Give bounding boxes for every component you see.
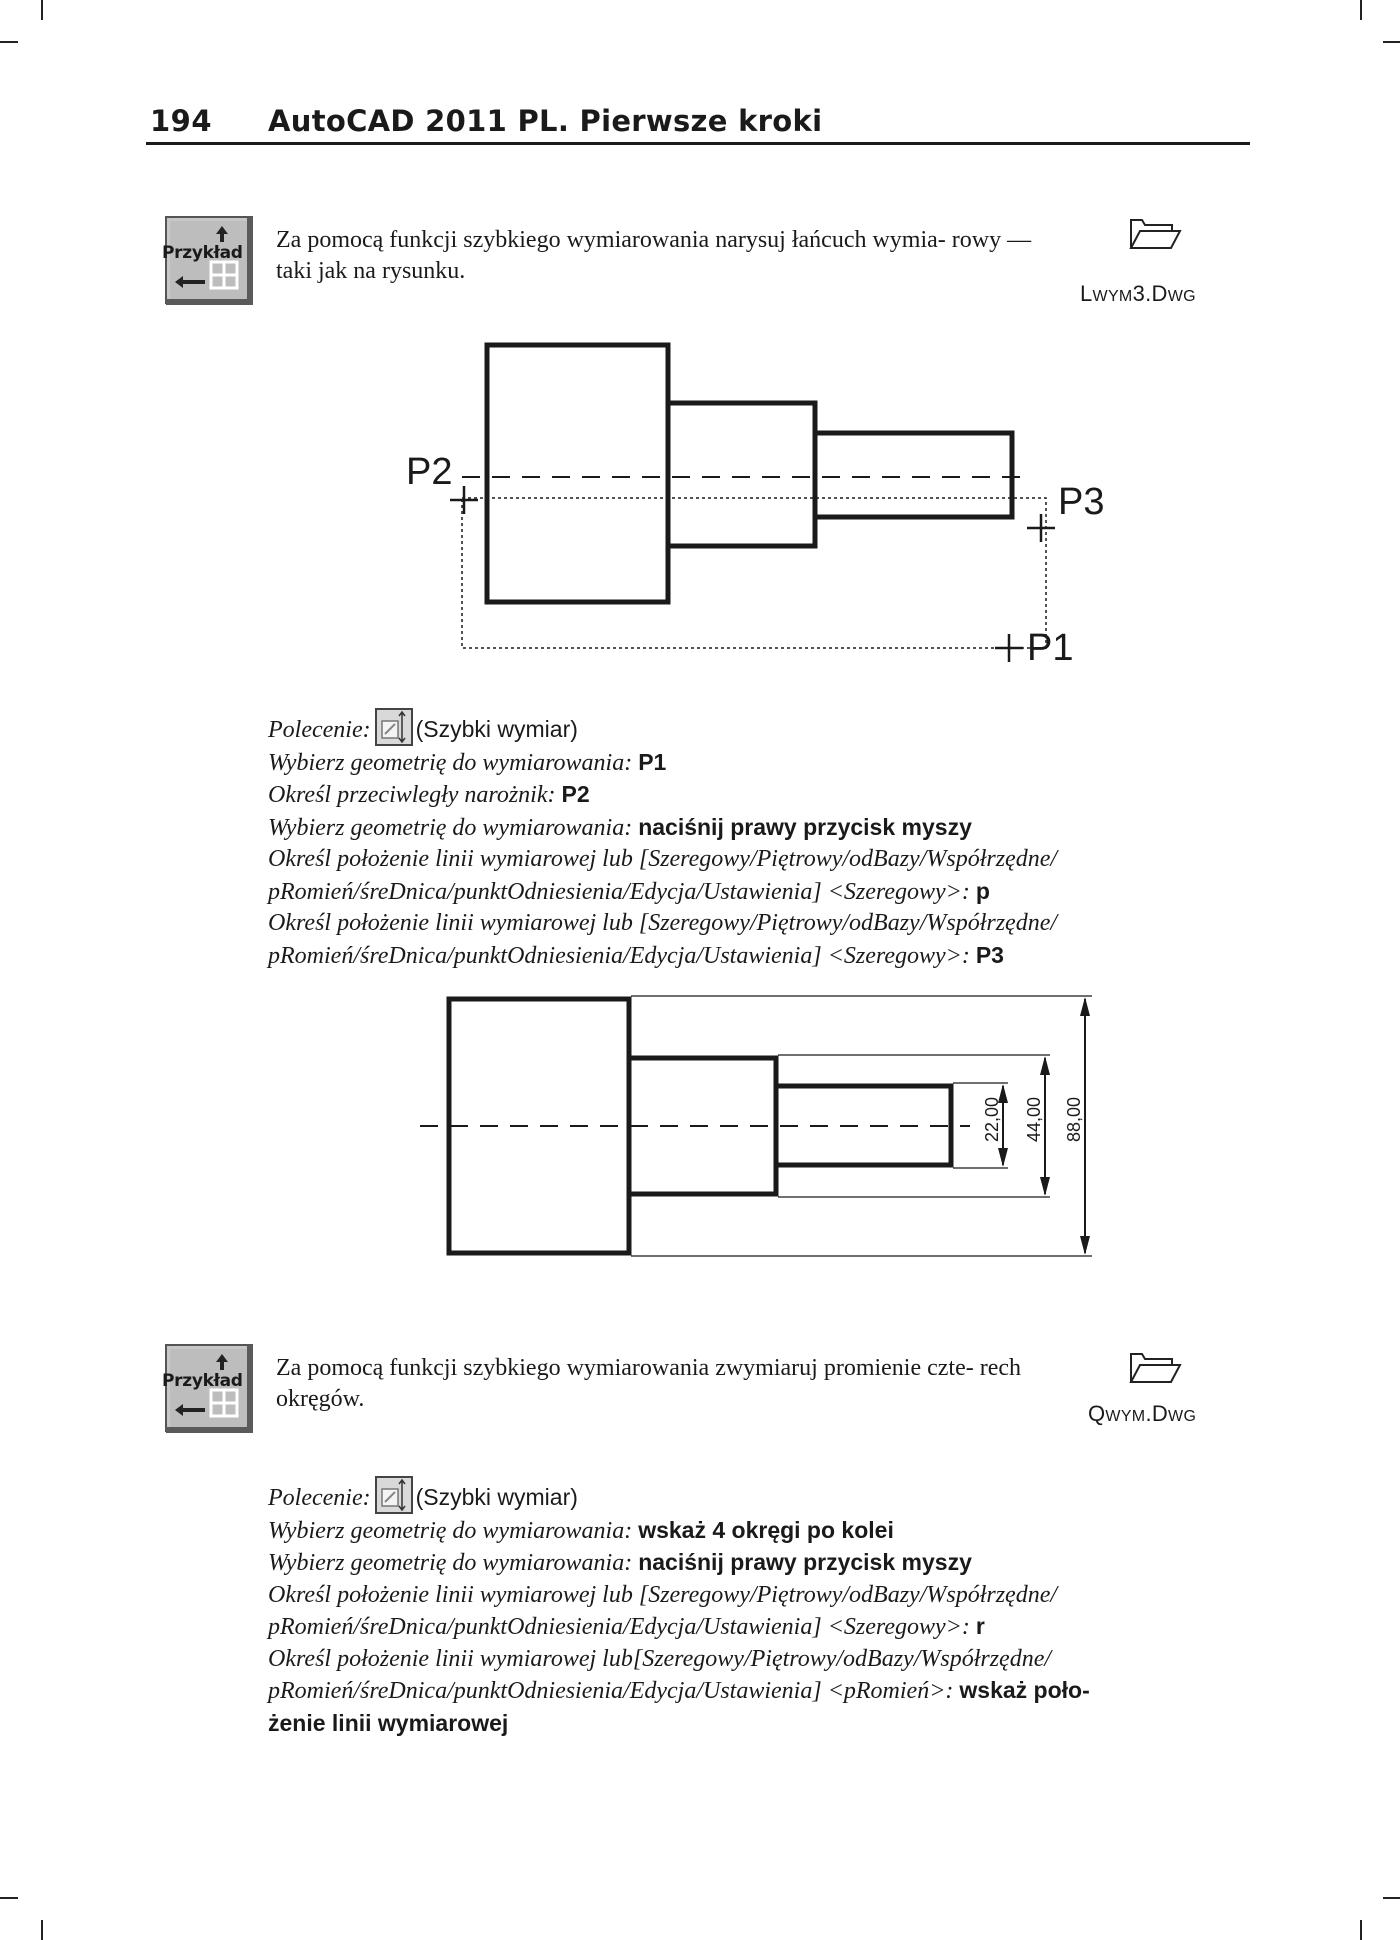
shaft-section-large	[487, 345, 668, 602]
example-file-name	[1080, 281, 1196, 307]
command-line	[268, 1476, 1228, 1515]
command-answer: P3	[975, 941, 1004, 968]
command-prompt: Określ położenie linii wymiarowej lub [Szeregowy/Piętrowy/odBazy/Współrzędne/	[268, 1581, 1058, 1608]
shaft-section-small	[776, 1086, 951, 1165]
command-line	[268, 844, 1228, 876]
command-answer: P2	[561, 781, 590, 807]
book-title: AutoCAD 2011 PL. Pierwsze kroki	[268, 104, 823, 138]
file-name-part: 3.D	[1132, 281, 1168, 306]
command-line	[268, 1644, 1228, 1676]
crop-mark	[41, 0, 43, 20]
command-transcript	[268, 708, 1228, 972]
dimension-label: 88,00	[1064, 1096, 1084, 1142]
command-line	[268, 1708, 1228, 1741]
command-prompt: pRomień/śreDnica/punktOdniesienia/Edycja/Ustawienia] <Szeregowy>:	[268, 942, 970, 969]
command-answer: r	[975, 1613, 985, 1639]
example-badge-icon	[162, 1344, 255, 1434]
point-label-p2: P2	[406, 451, 453, 493]
example-intro-text: Za pomocą funkcji szybkiego wymiarowania zwymiaruj promienie czte- rech okręgów.	[276, 1355, 1022, 1412]
command-answer: naciśnij prawy przycisk myszy	[638, 813, 972, 840]
command-line	[268, 1515, 1228, 1548]
command-prompt: Polecenie:	[268, 717, 371, 743]
command-line	[268, 812, 1228, 845]
command-answer: P1	[638, 748, 667, 775]
crop-mark	[1360, 0, 1362, 20]
command-prompt: Wybierz geometrię do wymiarowania:	[268, 1550, 633, 1576]
command-line	[268, 908, 1228, 940]
command-prompt: Określ położenie linii wymiarowej lub[Szeregowy/Piętrowy/odBazy/Współrzędne/	[268, 1645, 1052, 1672]
folder-icon	[1128, 1350, 1182, 1389]
command-prompt: Polecenie:	[268, 1485, 371, 1511]
command-prompt: Określ położenie linii wymiarowej lub [Szeregowy/Piętrowy/odBazy/Współrzędne/	[268, 846, 1058, 872]
command-prompt: pRomień/śreDnica/punktOdniesienia/Edycja/Ustawienia] <Szeregowy>:	[268, 878, 970, 905]
quick-dimension-icon	[375, 1476, 413, 1514]
dimension-label: 44,00	[1024, 1096, 1044, 1142]
shaft-section-medium	[668, 403, 815, 546]
folder-icon	[1128, 216, 1182, 255]
example-file-name	[1088, 1401, 1196, 1427]
command-line	[268, 1580, 1228, 1612]
command-answer: żenie linii wymiarowej	[268, 1709, 509, 1736]
file-name-part: WG	[1168, 1408, 1197, 1425]
file-name-part: WG	[1167, 288, 1196, 305]
file-name-part: .D	[1145, 1401, 1169, 1426]
command-line	[268, 1611, 1228, 1644]
file-name-part: WYM	[1092, 288, 1133, 305]
quick-dimension-icon	[375, 708, 413, 746]
command-prompt: Wybierz geometrię do wymiarowania:	[268, 814, 633, 841]
example-badge-label: Przykład	[162, 243, 243, 263]
file-name-part: Q	[1088, 1401, 1106, 1426]
crop-mark	[1360, 1920, 1362, 1940]
command-tool-name: (Szybki wymiar)	[415, 716, 578, 742]
command-prompt: pRomień/śreDnica/punktOdniesienia/Edycja/Ustawienia] <pRomień>:	[268, 1678, 954, 1704]
crop-mark	[1383, 1897, 1400, 1899]
example-badge-label: Przykład	[162, 1371, 243, 1391]
crop-mark	[0, 1897, 18, 1899]
example-intro-text: Za pomocą funkcji szybkiego wymiarowania narysuj łańcuch wymia- rowy — taki jak na rysunku.	[276, 227, 1032, 284]
command-answer: p	[975, 877, 990, 904]
command-line	[268, 747, 1228, 780]
command-line	[268, 876, 1228, 909]
command-answer: wskaż 4 okręgi po kolei	[638, 1516, 894, 1543]
command-answer: wskaż poło-	[959, 1677, 1090, 1703]
command-prompt: Określ położenie linii wymiarowej lub [Szeregowy/Piętrowy/odBazy/Współrzędne/	[268, 910, 1058, 936]
crop-mark	[0, 41, 18, 43]
header-rule	[146, 142, 1250, 145]
command-line	[268, 779, 1228, 812]
command-line	[268, 1547, 1228, 1580]
page-number: 194	[150, 104, 213, 138]
command-transcript	[268, 1476, 1228, 1740]
point-label-p1: P1	[1027, 627, 1074, 669]
dimension-label: 22,00	[982, 1096, 1002, 1142]
shaft-section-small	[815, 433, 1012, 517]
point-label-p3: P3	[1058, 481, 1105, 523]
command-prompt: Wybierz geometrię do wymiarowania:	[268, 749, 633, 776]
command-prompt: Wybierz geometrię do wymiarowania:	[268, 1517, 633, 1544]
file-name-part: L	[1080, 281, 1093, 306]
command-answer: naciśnij prawy przycisk myszy	[638, 1549, 972, 1575]
figure-shaft-dimensioned	[410, 985, 1110, 1275]
command-line	[268, 708, 1228, 747]
file-name-part: WYM	[1105, 1408, 1146, 1425]
example-badge-icon	[162, 216, 255, 306]
crop-mark	[1383, 41, 1400, 43]
crop-mark	[41, 1920, 43, 1940]
command-line	[268, 1675, 1228, 1708]
command-line	[268, 940, 1228, 973]
command-tool-name: (Szybki wymiar)	[415, 1484, 578, 1510]
command-prompt: pRomień/śreDnica/punktOdniesienia/Edycja/Ustawienia] <Szeregowy>:	[268, 1614, 970, 1640]
figure-shaft-selection	[390, 330, 1130, 675]
selection-window	[462, 498, 1046, 648]
command-prompt: Określ przeciwległy narożnik:	[268, 782, 556, 808]
